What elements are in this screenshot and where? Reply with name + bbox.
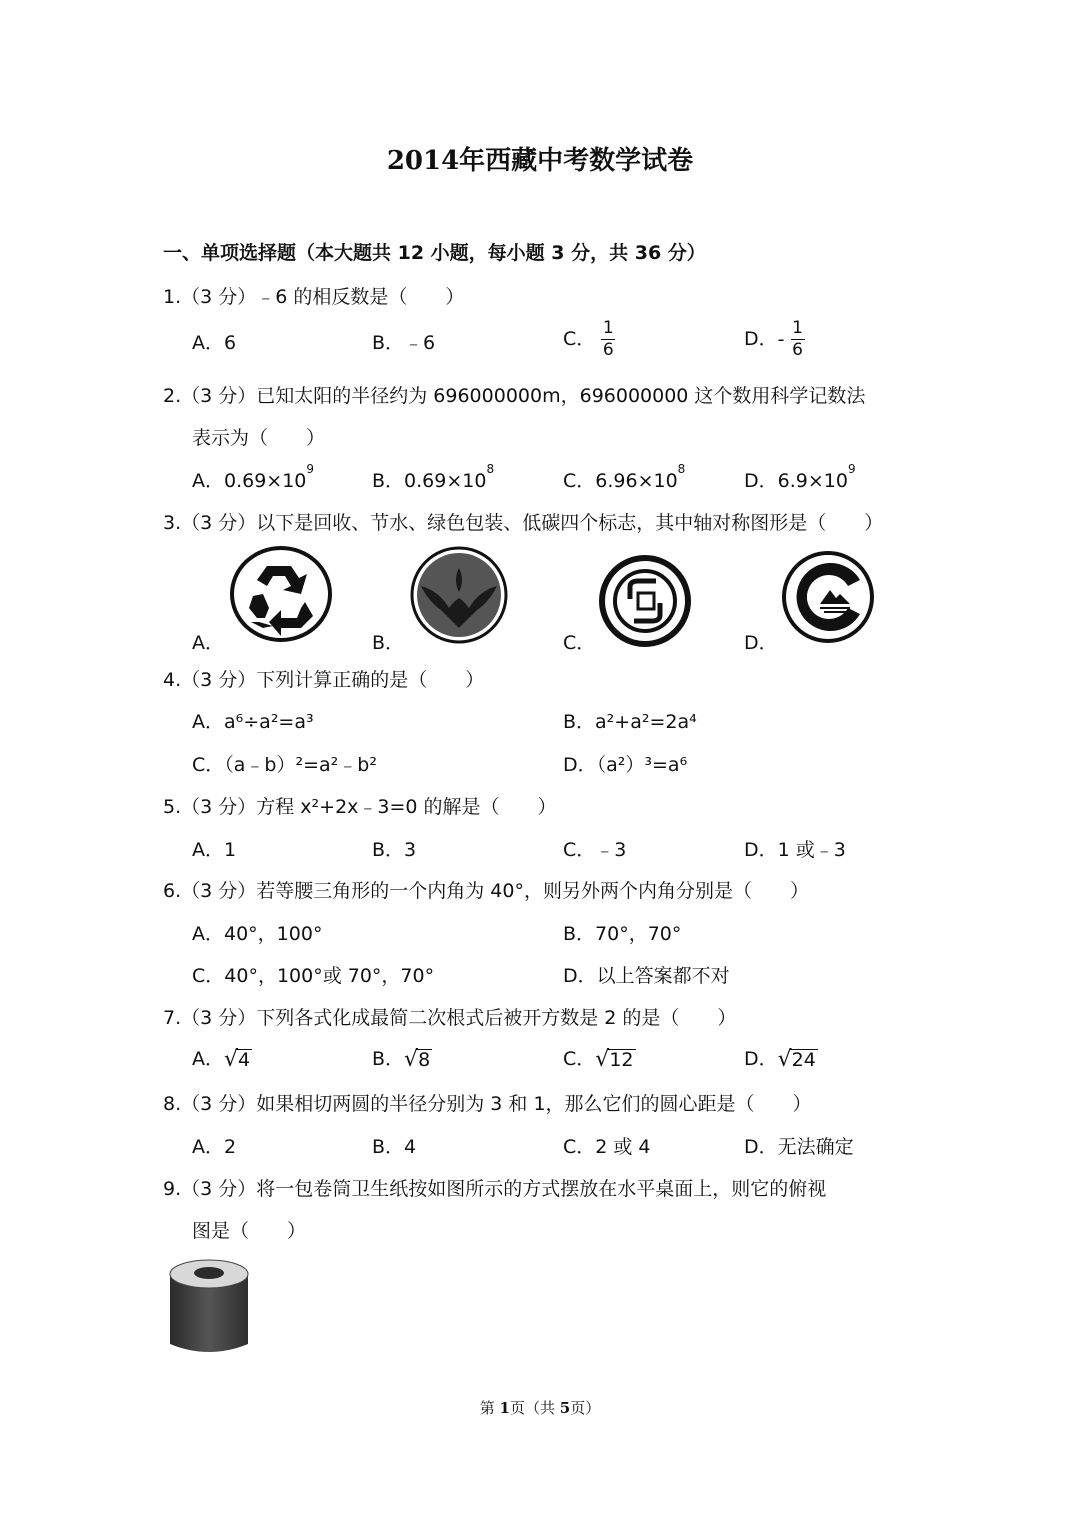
question-9-stem-line2: 图是（ ） <box>192 1220 307 1242</box>
q1-option-d-fraction <box>791 320 805 359</box>
footer-total-pages: 5 <box>559 1399 571 1417</box>
q5-option-c: C．﹣3 <box>563 839 627 861</box>
q1-option-a: A．6 <box>192 332 237 354</box>
page-footer <box>0 1397 1080 1418</box>
q2-a-base: A．0.69×10 <box>192 470 307 492</box>
q1-c-numerator: 1 <box>602 318 614 338</box>
q7-a-label: A． <box>192 1048 224 1070</box>
q5-option-b: B．3 <box>372 839 417 861</box>
q7-c-radicand: 12 <box>609 1049 634 1071</box>
q4-option-a: A．a⁶÷a²=a³ <box>192 711 314 733</box>
q6-option-b: B．70°，70° <box>563 923 682 945</box>
question-2-stem-line2: 表示为（ ） <box>192 427 326 449</box>
q1-option-c <box>563 320 615 359</box>
q7-a-radicand: 4 <box>238 1049 251 1071</box>
q6-option-d: D．以上答案都不对 <box>563 965 730 987</box>
q6-option-a: A．40°，100° <box>192 923 323 945</box>
q3-option-c-label: C． <box>563 632 596 654</box>
q5-option-d: D．1 或﹣3 <box>744 839 846 861</box>
q2-option-a <box>192 462 315 493</box>
q1-option-d <box>744 320 805 359</box>
question-6-stem: 6.（3 分）若等腰三角形的一个内角为 40°，则另外两个内角分别是（ ） <box>163 880 809 902</box>
q1-c-denominator: 6 <box>602 340 614 360</box>
q1-d-sign: - <box>777 328 785 351</box>
q4-option-c: C．（a﹣b）²=a²﹣b² <box>192 754 377 776</box>
footer-mid: 页（共 <box>509 1399 560 1417</box>
low-carbon-logo-icon <box>780 550 876 644</box>
question-1-stem: 1.（3 分）﹣6 的相反数是（ ） <box>163 286 465 308</box>
q1-d-numerator: 1 <box>792 318 803 338</box>
q8-option-a: A．2 <box>192 1136 237 1158</box>
q7-c-label: C． <box>563 1048 596 1070</box>
q4-option-d: D．（a²）³=a⁶ <box>563 754 688 776</box>
q7-b-label: B． <box>372 1048 405 1070</box>
q2-d-exponent: 9 <box>847 462 856 476</box>
question-7-stem: 7.（3 分）下列各式化成最简二次根式后被开方数是 2 的是（ ） <box>163 1007 737 1029</box>
q3-option-d-label: D． <box>744 632 778 654</box>
q2-b-exponent: 8 <box>486 462 495 476</box>
q5-option-a: A．1 <box>192 839 237 861</box>
q2-c-exponent: 8 <box>677 462 686 476</box>
question-4-stem: 4.（3 分）下列计算正确的是（ ） <box>163 669 485 691</box>
q8-option-d: D．无法确定 <box>744 1136 854 1158</box>
footer-page-number: 1 <box>499 1399 510 1417</box>
q2-d-base: D．6.9×10 <box>744 470 848 492</box>
footer-pre: 第 <box>479 1399 500 1417</box>
q1-option-b: B．﹣6 <box>372 332 436 354</box>
question-9-stem-line1: 9.（3 分）将一包卷筒卫生纸按如图所示的方式摆放在水平桌面上，则它的俯视 <box>163 1178 827 1200</box>
q2-a-exponent: 9 <box>306 462 315 476</box>
q8-option-c: C．2 或 4 <box>563 1136 651 1158</box>
q7-d-radicand: 24 <box>791 1049 816 1071</box>
recycle-logo-icon <box>229 546 333 642</box>
water-saving-logo-icon <box>409 546 509 644</box>
q2-option-b <box>372 462 495 493</box>
question-2-stem-line1: 2.（3 分）已知太阳的半径约为 696000000m，696000000 这个数用科学记数法 <box>163 385 866 407</box>
question-8-stem: 8.（3 分）如果相切两圆的半径分别为 3 和 1，那么它们的圆心距是（ ） <box>163 1093 812 1115</box>
q7-option-a: A．√4 <box>192 1047 251 1072</box>
question-3-stem: 3.（3 分）以下是回收、节水、绿色包装、低碳四个标志，其中轴对称图形是（ ） <box>163 512 884 534</box>
q2-option-c <box>563 462 686 493</box>
q7-option-c: C．√12 <box>563 1047 634 1072</box>
toilet-paper-roll-image <box>164 1256 254 1358</box>
page-title: 2014年西藏中考数学试卷 <box>386 146 694 176</box>
q1-option-c-fraction <box>601 320 615 359</box>
q1-option-c-label: C． <box>563 328 596 350</box>
q1-option-d-label: D． <box>744 328 778 350</box>
green-packaging-logo-icon <box>598 555 692 647</box>
q2-option-d <box>744 462 856 493</box>
q2-c-base: C．6.96×10 <box>563 470 678 492</box>
q1-d-denominator: 6 <box>792 340 803 360</box>
footer-post: 页） <box>570 1399 601 1417</box>
q6-option-c: C．40°，100°或 70°，70° <box>192 965 435 987</box>
q8-option-b: B．4 <box>372 1136 417 1158</box>
q4-option-b: B．a²+a²=2a⁴ <box>563 711 697 733</box>
q3-option-b-label: B． <box>372 632 405 654</box>
q7-d-label: D． <box>744 1048 778 1070</box>
q3-option-a-label: A． <box>192 632 224 654</box>
q2-b-base: B．0.69×10 <box>372 470 487 492</box>
section-heading: 一、单项选择题（本大题共 12 小题，每小题 3 分，共 36 分） <box>163 242 706 264</box>
question-5-stem: 5.（3 分）方程 x²+2x﹣3=0 的解是（ ） <box>163 796 557 818</box>
q7-option-d: D．√24 <box>744 1047 816 1072</box>
q7-option-b: B．√8 <box>372 1047 431 1072</box>
q7-b-radicand: 8 <box>418 1049 431 1071</box>
